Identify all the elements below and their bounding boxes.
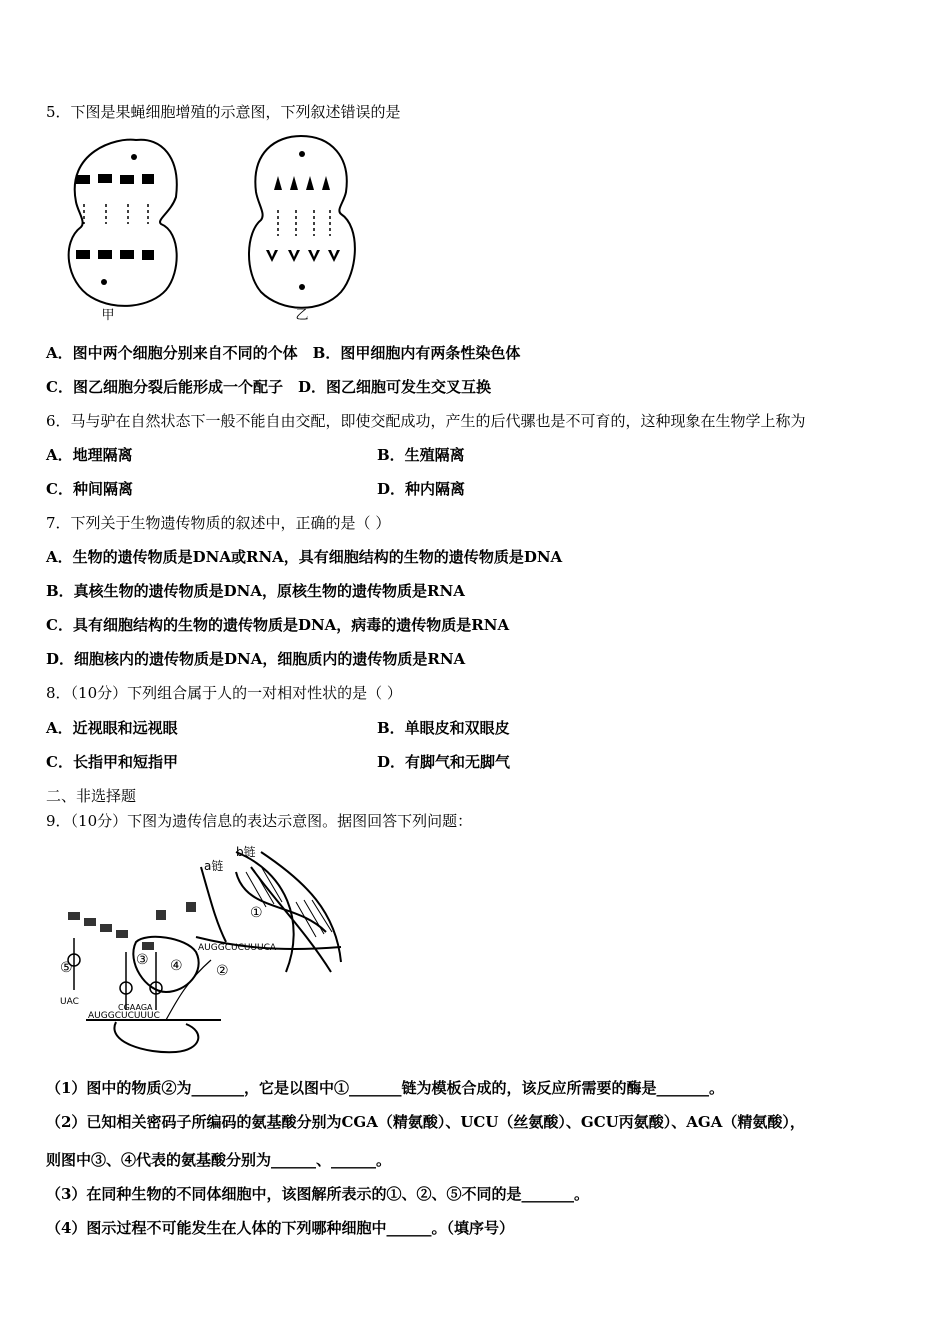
q5-stem: 5．下图是果蝇细胞增殖的示意图，下列叙述错误的是 [46,103,401,121]
q6-option-c: C．种间隔离 [46,480,133,498]
q9-sub2b: 则图中③、④代表的氨基酸分别为______、______。 [46,1151,392,1169]
q8-option-c: C．长指甲和短指甲 [46,753,178,771]
q7-option-a: A．生物的遗传物质是DNA或RNA，具有细胞结构的生物的遗传物质是DNA [46,548,563,566]
q5-cell-figure [46,132,366,328]
section-title: 二、非选择题 [46,787,137,805]
mrna-codons: AUGGCUCUUUC [88,1011,160,1021]
cell-jia [69,140,177,306]
label-4: ④ [170,958,183,974]
q9-sub1: （1）图中的物质②为_______，它是以图中①_______链为模板合成的，该反应所需要的酶是_______。 [46,1079,724,1097]
q7-option-b: B．真核生物的遗传物质是DNA，原核生物的遗传物质是RNA [46,582,465,600]
q6-option-b: B．生殖隔离 [377,446,465,464]
q7-option-d: D．细胞核内的遗传物质是DNA，细胞质内的遗传物质是RNA [46,650,466,668]
label-a-chain: a链 [204,859,224,873]
q8-option-a: A．近视眼和远视眼 [46,719,178,737]
label-2: ② [216,963,229,979]
q6-stem: 6．马与驴在自然状态下一般不能自由交配，即使交配成功，产生的后代骡也是不可育的，这种现象在生物学上称为 [46,412,806,430]
q5-options-ab: A．图中两个细胞分别来自不同的个体 B．图甲细胞内有两条性染色体 [46,344,521,362]
q9-sub3: （3）在同种生物的不同体细胞中，该图解所表示的①、②、⑤不同的是_______。 [46,1185,589,1203]
anticodon-34: CGAAGA [118,1003,153,1012]
q9-sub4: （4）图示过程不可能发生在人体的下列哪种细胞中______。（填序号） [46,1219,514,1237]
label-3: ③ [136,952,149,968]
q9-sub2a: （2）已知相关密码子所编码的氨基酸分别为CGA（精氨酸）、UCU（丝氨酸）、GCU丙氨酸）、AGA（精氨酸）， [46,1113,805,1131]
q8-stem: 8．（10分）下列组合属于人的一对相对性状的是（ ） [46,684,402,702]
fig-label-yi: 乙 [295,308,309,323]
q6-option-d: D．种内隔离 [377,480,466,498]
label-b-chain: b链 [236,845,256,859]
fig-label-jia: 甲 [101,308,115,323]
q9-expression-figure [46,842,346,1057]
q8-option-b: B．单眼皮和双眼皮 [377,719,510,737]
q7-option-c: C．具有细胞结构的生物的遗传物质是DNA，病毒的遗传物质是RNA [46,616,510,634]
q6-option-a: A．地理隔离 [46,446,133,464]
strand-codons: AUGGCUCUUUCA [198,943,277,953]
label-1: ① [250,905,263,921]
q9-stem: 9．（10分）下图为遗传信息的表达示意图。据图回答下列问题： [46,812,473,830]
anticodon-5: UAC [60,997,79,1007]
q7-stem: 7．下列关于生物遗传物质的叙述中，正确的是（ ） [46,514,391,532]
cell-yi [249,136,355,308]
q5-options-cd: C．图乙细胞分裂后能形成一个配子 D．图乙细胞可发生交叉互换 [46,378,491,396]
q8-option-d: D．有脚气和无脚气 [377,753,511,771]
label-5: ⑤ [60,960,73,976]
